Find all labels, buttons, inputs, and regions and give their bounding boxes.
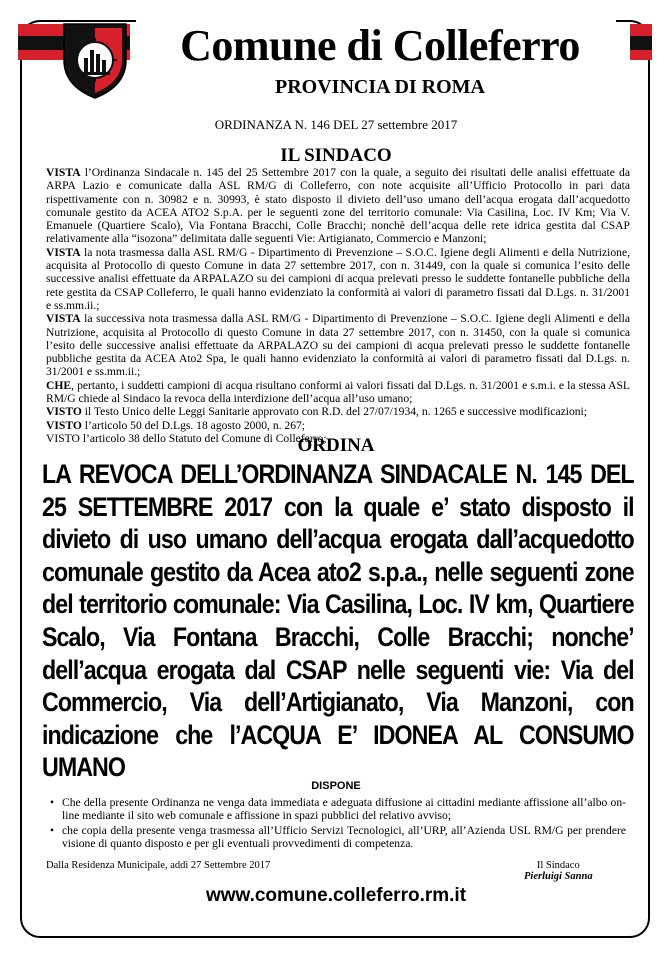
paragraph-keyword: VISTA <box>46 166 81 179</box>
website-link[interactable]: www.comune.colleferro.rm.it <box>205 885 467 906</box>
paragraph <box>46 419 630 432</box>
paragraph <box>46 166 630 246</box>
paragraph <box>46 246 630 312</box>
signer-name: Pierluigi Sanna <box>524 871 593 882</box>
paragraph-keyword: VISTO <box>46 418 82 432</box>
heading-dispone: DISPONE <box>311 780 361 792</box>
place-date: Dalla Residenza Municipale, addì 27 Settembre 2017 <box>46 860 271 871</box>
paragraph <box>46 379 630 406</box>
paragraph-text: la successiva nota trasmessa dalla ASL RM/G - Dipartimento di Prevenzione – S.O.C. Igiene degli Alimenti e della Nutrizione, acquisita al Protocollo di questo Comune in data 27 settembre 2017, con n. 31450, con la quale si comunica l’esito delle successive analisi effettuate da ARPALAZO su dei campioni di acqua prelevati presso le suddette fontanelle pubbliche gestita da ACEA Ato2 Spa, le quali hanno evidenziato la conformità ai valori di parametro fissati dal D.Lgs. n. 31/2001 e ss.mm.ii.; <box>46 312 630 379</box>
paragraph-keyword: CHE <box>46 378 72 392</box>
list-item: • che copia della presente venga trasmessa all’Ufficio Servizi Tecnologici, all’URP, all’Azienda USL RM/G per prendere visione di quanto disposto e per gli eventuali provvedimenti di competenza. <box>52 824 626 851</box>
paragraph-text: , pertanto, i suddetti campioni di acqua risultano conformi ai valori fissati dal D.Lgs. n. 31/2001 e s.m.i. e la stessa ASL RM/G chiede al Sindaco la revoca della interdizione dell’acqua all’uso umano; <box>46 378 630 406</box>
preamble <box>46 166 630 445</box>
signer-title: Il Sindaco <box>536 860 580 871</box>
page-subtitle: PROVINCIA DI ROMA <box>275 76 485 98</box>
paragraph-keyword: VISTA <box>46 245 81 259</box>
paragraph <box>46 312 630 378</box>
paragraph-text: la nota trasmessa dalla ASL RM/G - Dipartimento di Prevenzione – S.O.C. Igiene degli Alimenti e della Nutrizione, acquisita al Protocollo di questo Comune in data 27 settembre 2017, con n. 31449, con la quale si comunica l’esito delle successive analisi effettuate da ARPALAZO su dei campioni di acqua prelevati presso le suddette fontanelle pubbliche della rete gestita da CSAP Colleferro, le quali hanno evidenziato la conformità ai valori di parametro fissati dal D.Lgs. n. 31/2001 e ss.mm.ii.; <box>46 245 630 312</box>
paragraph-text: VISTO l’articolo 38 dello Statuto del Comune di Colleferro; <box>46 431 327 445</box>
dispone-list <box>52 796 626 851</box>
paragraph <box>46 405 630 418</box>
signature-block <box>524 860 593 882</box>
paragraph-text: il Testo Unico delle Leggi Sanitarie approvato con R.D. del 27/07/1934, n. 1265 e successive modificazioni; <box>81 405 587 419</box>
heading-sindaco: IL SINDACO <box>280 145 392 166</box>
paragraph-keyword: VISTA <box>46 312 81 326</box>
paragraph-text: l’articolo 50 del D.Lgs. 18 agosto 2000, n. 267; <box>81 418 306 432</box>
ordinance-number: ORDINANZA N. 146 DEL 27 settembre 2017 <box>214 117 458 132</box>
heading-ordina: ORDINA <box>297 435 375 456</box>
ordina-text: LA REVOCA DELL’ORDINANZA SINDACALE N. 145 DEL 25 SETTEMBRE 2017 con la quale e’ stato disposto il divieto di uso umano dell’acqua erogata dall’acquedotto comunale gestito da Acea ato2 s.p.a., nelle seguenti zone del territorio comunale: Via Casilina, Loc. IV km, Quartiere Scalo, Via Fontana Bracchi, Colle Bracchi; nonche’ dell’acqua erogata dal CSAP nelle seguenti vie: Via del Commercio, Via dell’Artigianato, Via Manzoni, con indicazione che l’ACQUA E’ IDONEA AL CONSUMO UMANO <box>42 459 634 783</box>
paragraph-keyword: VISTO <box>46 405 82 419</box>
list-item: • Che della presente Ordinanza ne venga data immediata e adeguata diffusione ai cittadini mediante affissione all’albo on-line mediante il sito web comunale e affissione in spazi pubblici del relativo avviso; <box>52 796 626 823</box>
paragraph-text: l’Ordinanza Sindacale n. 145 del 25 Settembre 2017 con la quale, a seguito dei risultati delle analisi effettuate da ARPA Lazio e comunicate dalla ASL RM/G di Colleferro, con note acquisite all’Ufficio Protocollo in pari data rispettivamente con n. 30982 e n. 30993, è stato disposto il divieto dell’uso umano dell’acqua erogata dall’acquedotto comunale gestito da ACEA ATO2 S.p.A. per le seguenti zone del territorio comunale: Via Casilina, Loc. IV Km; Via V. Emanuele (Quartiere Scalo), Via Fontana Bracchi, Colle Bracchi; nonchè dell’acqua delle rete idrica gestita dal CSAP relativamente alla “isozona” delimitata dalle seguenti Vie: Artigianato, Commercio e Manzoni; <box>46 166 630 246</box>
page-title: Comune di Colleferro <box>130 22 630 70</box>
coat-of-arms-icon <box>60 20 130 100</box>
